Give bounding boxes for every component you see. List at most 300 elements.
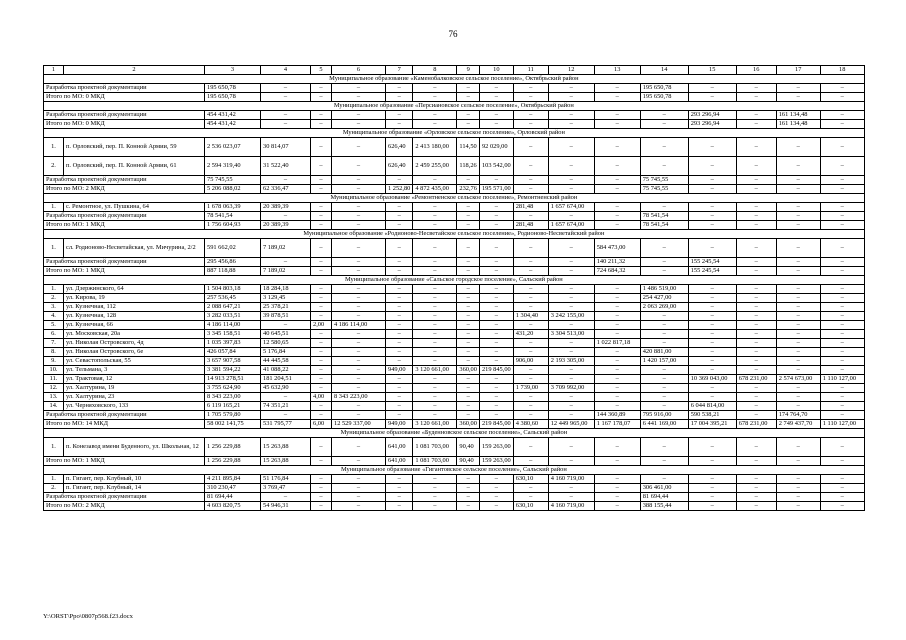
value-cell: – <box>776 475 820 484</box>
value-cell: – <box>548 111 594 120</box>
section-title: Муниципальное образование «Родионово-Несветайское сельское поселение», Родионово-Несветайский район <box>44 230 865 239</box>
value-cell: – <box>386 239 413 258</box>
value-cell: – <box>594 393 640 402</box>
summary-row <box>44 457 865 466</box>
value-cell: 81 694,44 <box>640 493 688 502</box>
value-cell: – <box>820 138 864 157</box>
value-cell: 2 413 180,00 <box>413 138 457 157</box>
column-number-cell: 12 <box>548 66 594 75</box>
value-cell: – <box>736 111 776 120</box>
column-number-cell: 8 <box>413 66 457 75</box>
value-cell: – <box>594 502 640 511</box>
value-cell: – <box>332 185 386 194</box>
value-cell: – <box>776 294 820 303</box>
value-cell: – <box>776 384 820 393</box>
value-cell: 232,76 <box>457 185 480 194</box>
building-row <box>44 402 865 411</box>
value-cell: – <box>776 339 820 348</box>
value-cell: – <box>776 321 820 330</box>
value-cell: – <box>479 303 513 312</box>
value-cell: – <box>594 285 640 294</box>
value-cell: – <box>261 493 311 502</box>
value-cell: 181 204,51 <box>261 375 311 384</box>
summary-label: Итого по МО: 14 МКД <box>44 420 205 429</box>
section-title: Муниципальное образование «Ремонтненское сельское поселение», Ремонтненский район <box>44 194 865 203</box>
column-number-cell: 15 <box>688 66 736 75</box>
value-cell: 17 004 395,21 <box>688 420 736 429</box>
value-cell: – <box>386 267 413 276</box>
row-number: 2. <box>44 484 64 493</box>
summary-row <box>44 212 865 221</box>
value-cell: – <box>548 157 594 176</box>
building-address: ул. Кузнечная, 112 <box>64 303 205 312</box>
value-cell: – <box>776 138 820 157</box>
value-cell: 195 650,78 <box>205 93 261 102</box>
value-cell: – <box>386 176 413 185</box>
value-cell: – <box>332 203 386 212</box>
value-cell: – <box>820 312 864 321</box>
summary-label: Разработка проектной документации <box>44 212 205 221</box>
value-cell: – <box>736 285 776 294</box>
value-cell: – <box>261 411 311 420</box>
value-cell: 306 461,00 <box>640 484 688 493</box>
value-cell: – <box>457 493 480 502</box>
building-address: п. Орловский, пер. П. Конной Армии, 59 <box>64 138 205 157</box>
building-address: п. Орловский, пер. П. Конной Армии, 61 <box>64 157 205 176</box>
value-cell: – <box>513 348 548 357</box>
building-row <box>44 312 865 321</box>
value-cell: – <box>776 438 820 457</box>
value-cell: – <box>332 239 386 258</box>
value-cell: – <box>548 484 594 493</box>
value-cell: – <box>332 285 386 294</box>
value-cell: – <box>332 111 386 120</box>
value-cell: – <box>332 294 386 303</box>
value-cell: – <box>513 267 548 276</box>
value-cell: 5 176,84 <box>261 348 311 357</box>
value-cell: – <box>820 239 864 258</box>
building-row <box>44 357 865 366</box>
value-cell: – <box>736 120 776 129</box>
value-cell: – <box>386 475 413 484</box>
value-cell: 155 245,54 <box>688 258 736 267</box>
value-cell: 4 160 719,00 <box>548 502 594 511</box>
building-row <box>44 138 865 157</box>
value-cell: – <box>548 212 594 221</box>
column-number-cell: 5 <box>311 66 332 75</box>
value-cell: – <box>513 185 548 194</box>
value-cell: – <box>688 93 736 102</box>
value-cell: – <box>311 457 332 466</box>
value-cell: 1 486 519,00 <box>640 285 688 294</box>
value-cell: – <box>688 357 736 366</box>
value-cell: 174 764,70 <box>776 411 820 420</box>
value-cell: – <box>413 348 457 357</box>
section-title: Муниципальное образование «Сальское городское поселение», Сальский район <box>44 276 865 285</box>
value-cell: – <box>457 239 480 258</box>
value-cell: – <box>479 212 513 221</box>
value-cell: – <box>594 185 640 194</box>
value-cell: 3 345 158,51 <box>205 330 261 339</box>
value-cell: 78 541,54 <box>205 212 261 221</box>
value-cell: 161 134,48 <box>776 111 820 120</box>
value-cell: – <box>736 84 776 93</box>
value-cell: – <box>736 330 776 339</box>
value-cell: 1 110 127,00 <box>820 420 864 429</box>
value-cell: – <box>311 375 332 384</box>
value-cell: – <box>688 393 736 402</box>
value-cell: – <box>640 258 688 267</box>
value-cell: – <box>261 93 311 102</box>
value-cell: – <box>820 357 864 366</box>
value-cell: 641,00 <box>386 438 413 457</box>
summary-row <box>44 493 865 502</box>
value-cell: 431,20 <box>513 330 548 339</box>
section-header-row <box>44 276 865 285</box>
value-cell: – <box>332 267 386 276</box>
value-cell: – <box>688 221 736 230</box>
value-cell: – <box>311 157 332 176</box>
value-cell: – <box>457 411 480 420</box>
value-cell: – <box>311 294 332 303</box>
section-title: Муниципальное образование «Орловское сельское поселение», Орловский район <box>44 129 865 138</box>
value-cell: 7 189,02 <box>261 239 311 258</box>
summary-row <box>44 502 865 511</box>
value-cell: – <box>776 258 820 267</box>
value-cell: – <box>311 176 332 185</box>
value-cell: – <box>776 239 820 258</box>
row-number: 7. <box>44 339 64 348</box>
section-title: Муниципальное образование «Персиановское сельское поселение», Октябрьский район <box>44 102 865 111</box>
value-cell: – <box>736 411 776 420</box>
value-cell: 195 650,78 <box>205 84 261 93</box>
value-cell: – <box>386 203 413 212</box>
summary-label: Итого по МО: 0 МКД <box>44 93 205 102</box>
value-cell: – <box>736 502 776 511</box>
value-cell: – <box>261 393 311 402</box>
row-number: 1. <box>44 203 64 212</box>
value-cell: 1 504 803,18 <box>205 285 261 294</box>
summary-row <box>44 411 865 420</box>
value-cell: – <box>594 484 640 493</box>
column-number-cell: 16 <box>736 66 776 75</box>
column-number-cell: 17 <box>776 66 820 75</box>
value-cell: 281,48 <box>513 203 548 212</box>
value-cell: – <box>736 157 776 176</box>
value-cell: – <box>413 239 457 258</box>
value-cell: – <box>311 384 332 393</box>
value-cell: – <box>457 484 480 493</box>
value-cell: – <box>332 330 386 339</box>
value-cell: 1 110 127,00 <box>820 375 864 384</box>
value-cell: 1 256 229,88 <box>205 438 261 457</box>
building-row <box>44 384 865 393</box>
section-title: Муниципальное образование «Каменобалковское сельское поселение», Октябрьский район <box>44 75 865 84</box>
value-cell: 4 380,60 <box>513 420 548 429</box>
building-address: п. Конезавод имени Буденного, ул. Школьная, 12 <box>64 438 205 457</box>
value-cell: – <box>479 321 513 330</box>
value-cell: – <box>479 239 513 258</box>
value-cell: 678 231,00 <box>736 420 776 429</box>
value-cell: 590 538,21 <box>688 411 736 420</box>
value-cell: – <box>479 484 513 493</box>
value-cell: – <box>736 267 776 276</box>
value-cell: – <box>479 339 513 348</box>
value-cell: – <box>736 457 776 466</box>
building-row <box>44 375 865 384</box>
value-cell: – <box>413 285 457 294</box>
value-cell: 1 739,00 <box>513 384 548 393</box>
value-cell: – <box>688 457 736 466</box>
value-cell: – <box>513 493 548 502</box>
value-cell: – <box>548 185 594 194</box>
value-cell: – <box>311 366 332 375</box>
value-cell: – <box>457 321 480 330</box>
value-cell: – <box>413 258 457 267</box>
value-cell: 1 081 703,00 <box>413 457 457 466</box>
value-cell: – <box>548 93 594 102</box>
value-cell: – <box>457 502 480 511</box>
building-address: ул. Трактовая, 12 <box>64 375 205 384</box>
value-cell: – <box>413 475 457 484</box>
summary-label: Разработка проектной документации <box>44 493 205 502</box>
value-cell: – <box>479 475 513 484</box>
value-cell: – <box>457 294 480 303</box>
value-cell: 78 541,54 <box>640 212 688 221</box>
value-cell: 195 571,00 <box>479 185 513 194</box>
value-cell: 531 795,77 <box>261 420 311 429</box>
value-cell: – <box>457 93 480 102</box>
value-cell: – <box>820 84 864 93</box>
value-cell: 2 536 023,07 <box>205 138 261 157</box>
column-number-cell: 18 <box>820 66 864 75</box>
value-cell: 6,00 <box>311 420 332 429</box>
value-cell: – <box>457 312 480 321</box>
row-number: 4. <box>44 312 64 321</box>
value-cell: – <box>332 93 386 102</box>
value-cell: – <box>688 384 736 393</box>
summary-row <box>44 258 865 267</box>
summary-label: Итого по МО: 1 МКД <box>44 267 205 276</box>
section-header-row <box>44 129 865 138</box>
value-cell: – <box>640 111 688 120</box>
value-cell: – <box>311 330 332 339</box>
value-cell: 584 473,00 <box>594 239 640 258</box>
value-cell: – <box>386 285 413 294</box>
value-cell: – <box>413 330 457 339</box>
value-cell: 90,40 <box>457 457 480 466</box>
value-cell: – <box>736 493 776 502</box>
data-table <box>43 65 865 511</box>
value-cell: – <box>736 138 776 157</box>
value-cell: – <box>413 393 457 402</box>
value-cell: 2 088 647,21 <box>205 303 261 312</box>
value-cell: – <box>688 366 736 375</box>
row-number: 5. <box>44 321 64 330</box>
value-cell: – <box>688 239 736 258</box>
value-cell: 219 845,00 <box>479 366 513 375</box>
value-cell: – <box>736 357 776 366</box>
value-cell: – <box>776 185 820 194</box>
value-cell: – <box>311 402 332 411</box>
value-cell: – <box>640 457 688 466</box>
value-cell: 92 029,00 <box>479 138 513 157</box>
value-cell: – <box>479 221 513 230</box>
value-cell: 4 160 719,00 <box>548 475 594 484</box>
value-cell: – <box>820 285 864 294</box>
value-cell: – <box>736 303 776 312</box>
building-address: ул. Кузнечная, 66 <box>64 321 205 330</box>
value-cell: – <box>776 330 820 339</box>
value-cell: – <box>820 157 864 176</box>
value-cell: – <box>776 457 820 466</box>
row-number: 1. <box>44 475 64 484</box>
value-cell: – <box>640 138 688 157</box>
value-cell: 1 022 817,18 <box>594 339 640 348</box>
value-cell: – <box>311 493 332 502</box>
building-address: ул. Кирова, 19 <box>64 294 205 303</box>
value-cell: – <box>513 212 548 221</box>
row-number: 12. <box>44 384 64 393</box>
value-cell: – <box>413 93 457 102</box>
value-cell: 1 657 674,00 <box>548 203 594 212</box>
value-cell: – <box>640 366 688 375</box>
value-cell: 281,48 <box>513 221 548 230</box>
value-cell: – <box>640 339 688 348</box>
value-cell: 6 119 165,21 <box>205 402 261 411</box>
value-cell: 7 189,02 <box>261 267 311 276</box>
value-cell: 8 343 223,00 <box>332 393 386 402</box>
value-cell: – <box>513 457 548 466</box>
building-row <box>44 321 865 330</box>
summary-label: Итого по МО: 2 МКД <box>44 185 205 194</box>
building-address: ул. Дзержинского, 64 <box>64 285 205 294</box>
value-cell: – <box>311 84 332 93</box>
value-cell: 30 814,07 <box>261 138 311 157</box>
value-cell: – <box>311 411 332 420</box>
value-cell: 195 650,78 <box>640 93 688 102</box>
value-cell: – <box>594 357 640 366</box>
value-cell: – <box>386 339 413 348</box>
value-cell: – <box>332 357 386 366</box>
section-header-row <box>44 466 865 475</box>
value-cell: – <box>386 375 413 384</box>
value-cell: – <box>479 312 513 321</box>
value-cell: – <box>776 93 820 102</box>
value-cell: – <box>457 393 480 402</box>
value-cell: 5 206 088,02 <box>205 185 261 194</box>
value-cell: – <box>776 176 820 185</box>
value-cell: 1 304,40 <box>513 312 548 321</box>
value-cell: – <box>594 157 640 176</box>
value-cell: – <box>820 203 864 212</box>
building-row <box>44 303 865 312</box>
value-cell: 2 574 673,00 <box>776 375 820 384</box>
value-cell: – <box>479 411 513 420</box>
value-cell: 155 245,54 <box>688 267 736 276</box>
value-cell: – <box>548 239 594 258</box>
value-cell: – <box>736 212 776 221</box>
value-cell: – <box>820 303 864 312</box>
value-cell: – <box>386 493 413 502</box>
value-cell: 75 745,55 <box>640 176 688 185</box>
value-cell: – <box>479 384 513 393</box>
value-cell: – <box>413 339 457 348</box>
value-cell: – <box>261 321 311 330</box>
summary-label: Итого по МО: 1 МКД <box>44 457 205 466</box>
value-cell: – <box>736 366 776 375</box>
value-cell: – <box>513 375 548 384</box>
value-cell: – <box>413 502 457 511</box>
value-cell: – <box>413 221 457 230</box>
building-row <box>44 484 865 493</box>
value-cell: 54 946,31 <box>261 502 311 511</box>
value-cell: – <box>332 258 386 267</box>
value-cell: – <box>332 120 386 129</box>
value-cell: 15 263,88 <box>261 438 311 457</box>
value-cell: 75 745,55 <box>640 185 688 194</box>
value-cell: – <box>457 111 480 120</box>
value-cell: – <box>736 221 776 230</box>
value-cell: – <box>594 84 640 93</box>
value-cell: – <box>776 348 820 357</box>
value-cell: – <box>548 438 594 457</box>
column-number-cell: 10 <box>479 66 513 75</box>
value-cell: 630,10 <box>513 475 548 484</box>
value-cell: – <box>736 93 776 102</box>
value-cell: – <box>776 157 820 176</box>
value-cell: – <box>413 84 457 93</box>
building-row <box>44 339 865 348</box>
value-cell: – <box>776 221 820 230</box>
value-cell: – <box>479 330 513 339</box>
value-cell: – <box>332 176 386 185</box>
value-cell: 2 063 269,00 <box>640 303 688 312</box>
value-cell: 254 427,00 <box>640 294 688 303</box>
value-cell: – <box>594 138 640 157</box>
row-number: 6. <box>44 330 64 339</box>
value-cell: 295 456,86 <box>205 258 261 267</box>
value-cell: – <box>386 84 413 93</box>
value-cell: – <box>776 502 820 511</box>
value-cell: – <box>736 239 776 258</box>
building-address: сл. Родионово-Несветайская, ул. Мичурина, 2/2 <box>64 239 205 258</box>
value-cell: – <box>386 484 413 493</box>
value-cell: – <box>261 258 311 267</box>
value-cell: 12 529 337,00 <box>332 420 386 429</box>
value-cell: – <box>640 120 688 129</box>
value-cell: – <box>640 384 688 393</box>
value-cell: 1 167 178,07 <box>594 420 640 429</box>
value-cell: – <box>311 267 332 276</box>
building-address: п. Гигант, пер. Клубный, 10 <box>64 475 205 484</box>
value-cell: – <box>640 267 688 276</box>
value-cell: – <box>513 438 548 457</box>
value-cell: – <box>261 176 311 185</box>
value-cell: – <box>688 185 736 194</box>
value-cell: – <box>261 120 311 129</box>
value-cell: 159 263,00 <box>479 457 513 466</box>
summary-label: Разработка проектной документации <box>44 84 205 93</box>
value-cell: 626,40 <box>386 157 413 176</box>
value-cell: – <box>457 303 480 312</box>
value-cell: – <box>311 438 332 457</box>
value-cell: – <box>820 111 864 120</box>
value-cell: – <box>688 303 736 312</box>
row-number: 2. <box>44 294 64 303</box>
value-cell: 74 351,21 <box>261 402 311 411</box>
column-number-cell: 13 <box>594 66 640 75</box>
